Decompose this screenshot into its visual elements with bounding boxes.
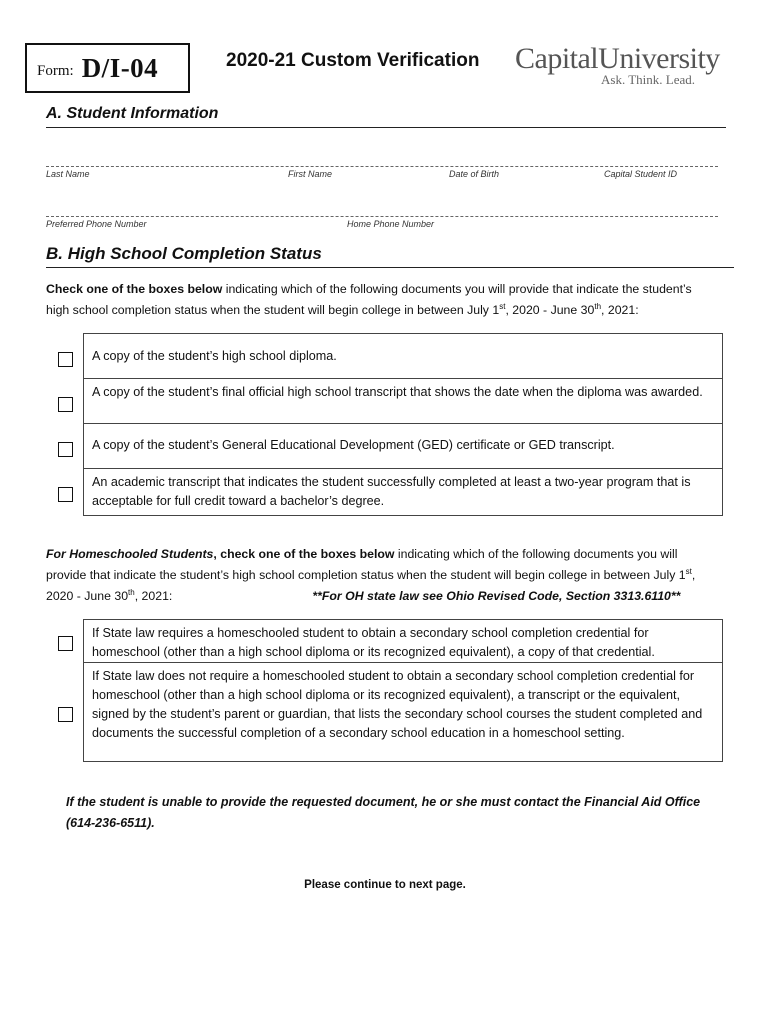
homeschool-intro: For Homeschooled Students, check one of the boxes below indicating which of the following documents you will provide that indicate the student’s high school completion status when the student will begin college in between July 1st, 2020 - June 30th, 2021: **For OH state law see Ohio Revised Code, Section 3313.6110** bbox=[46, 547, 696, 603]
logo-tagline: Ask. Think. Lead. bbox=[601, 72, 695, 87]
form-code: D/I-04 bbox=[81, 52, 159, 83]
field-label-preferred-phone: Preferred Phone Number bbox=[46, 219, 147, 229]
hs-options-table bbox=[83, 333, 723, 516]
section-a-rule bbox=[46, 127, 726, 128]
field-label-date-of-birth: Date of Birth bbox=[449, 169, 500, 179]
checkbox-diploma[interactable] bbox=[58, 352, 73, 367]
homeschool-bold-italic: For Homeschooled Students bbox=[46, 547, 214, 561]
hs-option-academic-transcript: An academic transcript that indicates the student successfully completed at least a two-year program that is acceptable for full credit toward a bachelor’s degree. bbox=[92, 475, 691, 508]
checkbox-homeschool-credential[interactable] bbox=[58, 636, 73, 651]
continue-note: Please continue to next page. bbox=[304, 879, 466, 891]
field-label-first-name: First Name bbox=[288, 169, 333, 179]
section-a-heading: A. Student Information bbox=[46, 105, 219, 122]
checkbox-transcript[interactable] bbox=[58, 397, 73, 412]
homeschool-options-table bbox=[83, 619, 723, 762]
checkbox-homeschool-transcript[interactable] bbox=[58, 707, 73, 722]
ohio-law-reference: **For OH state law see Ohio Revised Code, Section 3313.6110** bbox=[312, 589, 681, 603]
logo-university: University bbox=[598, 42, 720, 75]
intro-bold: Check one of the boxes below bbox=[46, 282, 223, 296]
hs-option-diploma: A copy of the student’s high school diploma. bbox=[84, 334, 722, 379]
student-info-line-2[interactable] bbox=[46, 216, 718, 217]
checkbox-ged[interactable] bbox=[58, 442, 73, 457]
field-label-home-phone: Home Phone Number bbox=[347, 219, 435, 229]
checkbox-academic-transcript[interactable] bbox=[58, 487, 73, 502]
form-id-box bbox=[25, 43, 190, 93]
financial-aid-notice: If the student is unable to provide the requested document, he or she must contact the Financial Aid Office (614-236-6511). bbox=[66, 795, 701, 830]
hs-option-transcript: A copy of the student’s final official high school transcript that shows the date when the diploma was awarded. bbox=[84, 379, 722, 424]
logo-capital: Capital bbox=[515, 42, 599, 75]
section-b-heading: B. High School Completion Status bbox=[46, 244, 322, 263]
hs-option-ged: A copy of the student’s General Educational Development (GED) certificate or GED transcript. bbox=[84, 424, 722, 469]
student-info-line-1[interactable] bbox=[46, 166, 718, 167]
homeschool-option-transcript: If State law does not require a homeschooled student to obtain a secondary school completion credential for homeschool (other than a high school diploma or its recognized equivalent), a transcript or the equivalent, signed by the student’s parent or guardian, that lists the secondary school courses the student completed and documents the successful completion of a secondary school education in a homeschool setting. bbox=[92, 669, 703, 740]
homeschool-option-credential: If State law requires a homeschooled student to obtain a secondary school completion credential for homeschool (other than a high school diploma or its recognized equivalent), a copy of that credential. bbox=[84, 620, 722, 663]
page-title: 2020-21 Custom Verification bbox=[226, 50, 480, 71]
field-label-last-name: Last Name bbox=[46, 169, 90, 179]
capital-university-logo bbox=[515, 42, 735, 87]
section-b-rule bbox=[46, 267, 734, 268]
form-label: Form: bbox=[37, 62, 74, 79]
field-label-student-id: Capital Student ID bbox=[604, 169, 678, 179]
section-b-intro: Check one of the boxes below indicating which of the following documents you will provide that indicate the student’s high school completion status when the student will begin college in between July 1st, 2020 - June 30th, 2021: bbox=[46, 282, 692, 317]
